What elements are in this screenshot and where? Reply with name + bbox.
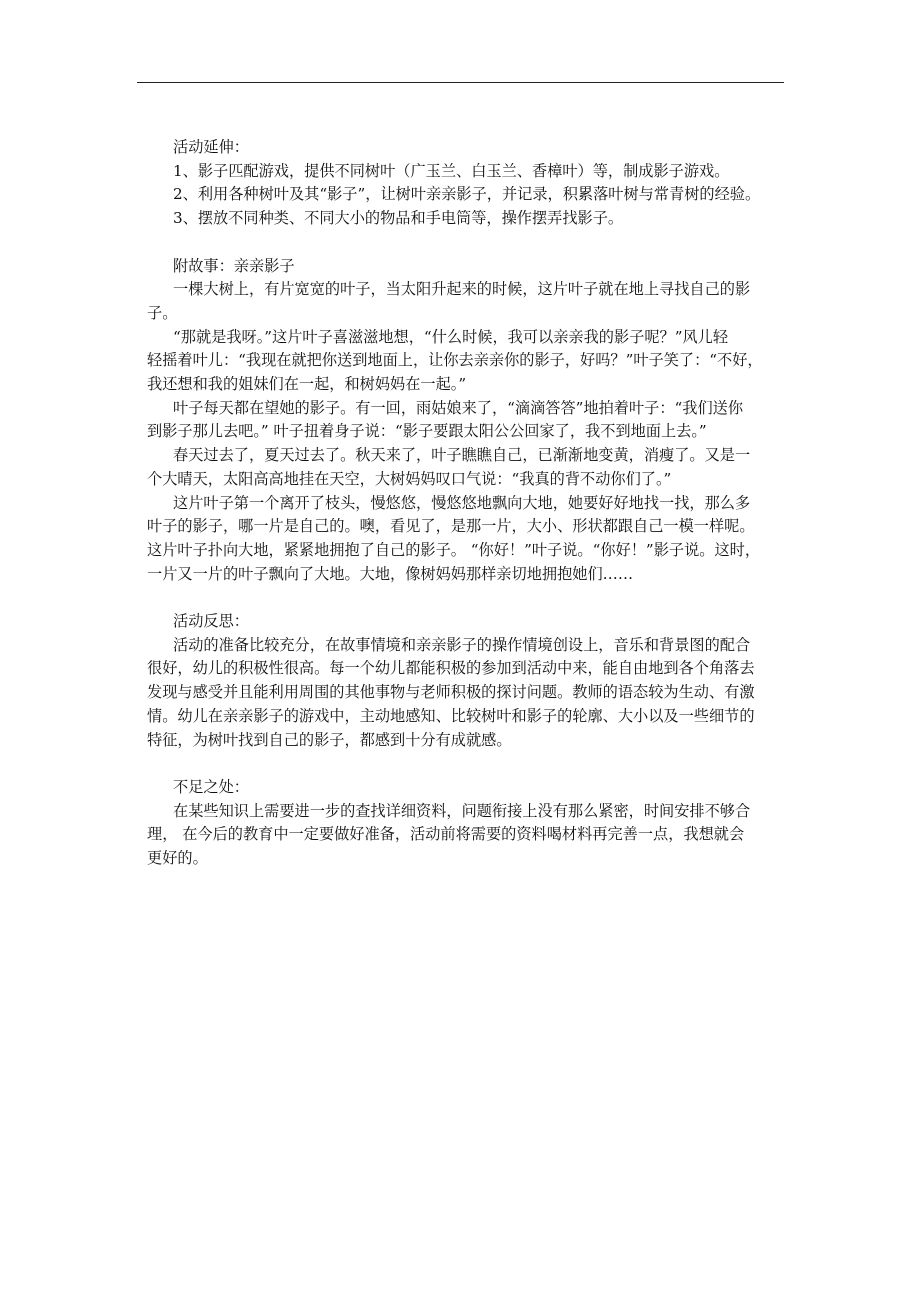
section-heading: 附故事：亲亲影子 [173,256,295,275]
text-line: “那就是我呀。”这片叶子喜滋滋地想，“什么时候，我可以亲亲我的影子呢？”风儿轻 [173,327,729,346]
story-paragraph [147,326,787,397]
section-extension [147,136,787,231]
story-paragraph [147,492,787,587]
text-line: 很好，幼儿的积极性很高。每一个幼儿都能积极的参加到活动中来，能自由地到各个角落去 [147,659,755,678]
text-line: 更好的。 [147,849,208,868]
document-body [147,136,787,871]
text-line: 叶子每天都在望她的影子。有一回，雨姑娘来了，“滴滴答答”地拍着叶子：“我们送你 [173,398,744,417]
text-line: 一片又一片的叶子飘向了大地。大地，像树妈妈那样亲切地拥抱她们…… [147,564,633,583]
section-heading: 活动反思： [173,612,249,631]
text-line: 轻摇着叶儿：“我现在就把你送到地面上，让你去亲亲你的影子，好吗？”叶子笑了：“不好， [147,351,763,370]
story-paragraph [147,444,787,491]
text-line: 个大晴天，太阳高高地挂在天空，大树妈妈叹口气说：“我真的背不动你们了。” [147,469,672,488]
section-story [147,255,787,587]
text-line: 春天过去了，夏天过去了。秋天来了，叶子瞧瞧自己，已渐渐地变黄，消瘦了。又是一 [173,446,751,465]
text-line: 到影子那儿去吧。” 叶子扭着身子说：“影子要跟太阳公公回家了，我不到地面上去。” [147,422,707,441]
section-shortcomings [147,776,787,871]
section-reflection [147,610,787,752]
text-line: 特征，为树叶找到自己的影子，都感到十分有成就感。 [147,730,512,749]
text-line: 这片叶子扑向大地，紧紧地拥抱了自己的影子。 “你好！”叶子说。“你好！”影子说。这时， [147,540,761,559]
spacer [147,586,787,610]
spacer [147,752,787,776]
spacer [147,231,787,255]
story-paragraph [147,397,787,444]
text-line: 活动的准备比较充分，在故事情境和亲亲影子的操作情境创设上，音乐和背景图的配合 [173,635,751,654]
list-item: 1、影子匹配游戏，提供不同树叶（广玉兰、白玉兰、香樟叶）等，制成影子游戏。 [173,161,730,180]
story-paragraph [147,278,787,325]
header-rule [137,82,784,83]
section-heading: 不足之处： [173,777,249,796]
text-line: 子。 [147,303,178,322]
text-line: 情。幼儿在亲亲影子的游戏中，主动地感知、比较树叶和影子的轮廓、大小以及一些细节的 [147,706,755,725]
text-line: 叶子的影子，哪一片是自己的。噢，看见了，是那一片，大小、形状都跟自己一模一样呢。 [147,517,755,536]
list-item: 2、利用各种树叶及其“影子”，让树叶亲亲影子，并记录，积累落叶树与常青树的经验。 [173,185,761,204]
text-line: 一棵大树上，有片宽宽的叶子，当太阳升起来的时候，这片叶子就在地上寻找自己的影 [173,280,751,299]
section-heading: 活动延伸： [173,138,249,156]
text-line: 在某些知识上需要进一步的查找详细资料，问题衔接上没有那么紧密，时间安排不够合 [173,801,751,820]
list-item: 3、摆放不同种类、不同大小的物品和手电筒等，操作摆弄找影子。 [173,209,624,228]
text-line: 我还想和我的姐妹们在一起，和树妈妈在一起。” [147,375,467,394]
text-line: 理， 在今后的教育中一定要做好准备，活动前将需要的资料喝材料再完善一点，我想就会 [147,825,745,844]
text-line: 这片叶子第一个离开了枝头，慢悠悠，慢悠悠地飘向大地，她要好好地找一找，那么多 [173,493,751,512]
text-line: 发现与感受并且能利用周围的其他事物与老师积极的探讨问题。教师的语态较为生动、有激 [147,683,755,702]
